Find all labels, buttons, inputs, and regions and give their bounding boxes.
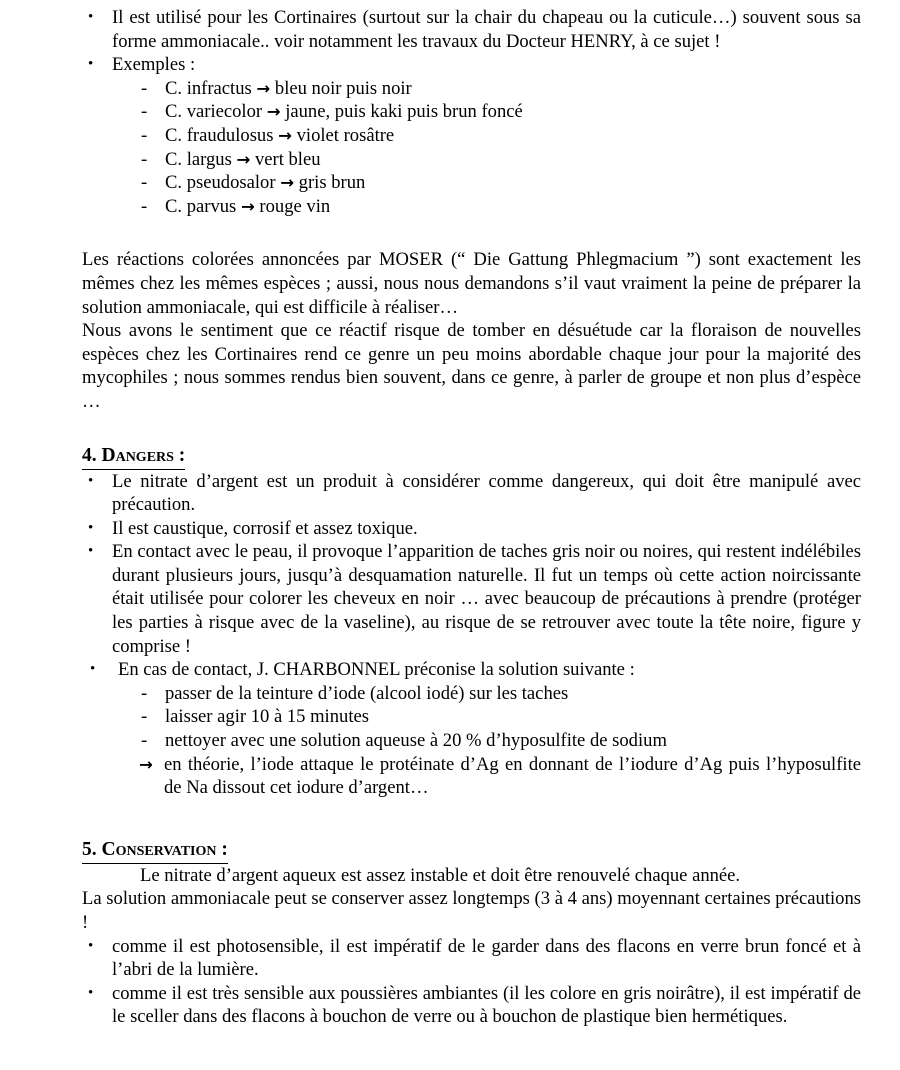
species-name: C. parvus [165, 195, 237, 217]
species-name: C. infractus [165, 77, 252, 99]
list-item-text: passer de la teinture d’iode (alcool iodé) sur les taches [165, 682, 569, 704]
list-item [82, 540, 861, 658]
dash-icon: - [141, 101, 148, 123]
list-item [82, 682, 861, 706]
species-result: bleu noir puis noir [274, 77, 412, 99]
spacer [82, 414, 861, 444]
species-result: rouge vin [259, 195, 331, 217]
list-item [82, 517, 861, 541]
list-item-text: En cas de contact, J. CHARBONNEL préconise la solution suivante : [118, 659, 635, 681]
species-result: vert bleu [254, 148, 321, 170]
dash-icon: - [141, 682, 148, 704]
list-item-text: En contact avec le peau, il provoque l’apparition de taches gris noir ou noires, qui restent indélébiles durant plusieurs jours, jusqu’à desquamation naturelle. Il fut un temps où cette action noircissante était utilisée pour colorer les cheveux en noir … avec beaucoup de précautions à prendre (protéger les parties à risque avec de la vaseline), au risque de se retrouver avec toute la tête noire, figure y comprise ! [112, 541, 861, 657]
list-item-text: nettoyer avec une solution aqueuse à 20 % d’hyposulfite de sodium [165, 730, 667, 752]
list-item [82, 148, 861, 172]
bullet-icon: • [88, 543, 94, 560]
dash-icon: - [141, 77, 148, 99]
dash-icon: - [141, 148, 148, 170]
dash-icon: - [141, 124, 148, 146]
section-heading-dangers [82, 444, 861, 470]
arrow-icon: → [236, 149, 251, 169]
bullet-icon: • [88, 9, 94, 25]
list-item [82, 195, 861, 219]
list-item [82, 53, 861, 77]
list-item-text: comme il est très sensible aux poussières ambiantes (il les colore en gris noirâtre), il est impératif de le sceller dans des flacons à bouchon de verre ou à bouchon de plastique bien hermétiques. [112, 982, 861, 1028]
list-item-text: Il est utilisé pour les Cortinaires (surtout sur la chair du chapeau ou la cuticule…) souvent sous sa forme ammoniacale.. voir notamment les travaux du Docteur HENRY, à ce sujet ! [112, 7, 861, 52]
list-item-text: Il est caustique, corrosif et assez toxique. [112, 517, 418, 539]
discussion-paragraph-2: Nous avons le sentiment que ce réactif risque de tomber en désuétude car la floraison de nouvelles espèces chez les Cortinaires rend ce genre un peu moins abordable chaque jour pour la majorité des mycophiles ; nous sommes rendus bien souvent, dans ce genre, à parler de groupe et non plus d’espèce … [82, 320, 861, 412]
list-item [82, 100, 861, 124]
section-heading-text: 5. Conservation : [82, 838, 228, 864]
species-result: gris brun [298, 172, 366, 194]
arrow-icon: → [280, 173, 295, 193]
arrow-icon: → [139, 754, 153, 774]
spacer [82, 800, 861, 838]
species-name: C. largus [165, 148, 232, 170]
list-item [82, 935, 861, 982]
discussion-paragraph-1: Les réactions colorées annoncées par MOSER (“ Die Gattung Phlegmacium ”) sont exactement les mêmes chez les mêmes espèces ; aussi, nous nous demandons s’il vaut vraiment la peine de préparer la solution ammoniacale, qui est difficile à réaliser… [82, 249, 861, 318]
bullet-icon: • [88, 519, 94, 536]
list-item [82, 124, 861, 148]
bullet-icon: • [88, 984, 94, 1001]
list-item-text: comme il est photosensible, il est impératif de le garder dans des flacons en verre brun foncé et à l’abri de la lumière. [112, 935, 861, 981]
species-name: C. pseudosalor [165, 172, 276, 194]
conservation-paragraph-2: La solution ammoniacale peut se conserver assez longtemps (3 à 4 ans) moyennant certaines précautions ! [82, 888, 861, 933]
list-item-text: Le nitrate d’argent est un produit à considérer comme dangereux, qui doit être manipulé avec précaution. [112, 470, 861, 516]
bullet-icon: • [88, 472, 94, 489]
list-item [82, 470, 861, 517]
list-item [82, 658, 861, 682]
dash-icon: - [141, 730, 148, 752]
spacer [82, 218, 861, 248]
conservation-bullet-list [82, 935, 861, 1029]
dash-icon: - [141, 195, 148, 217]
arrow-icon: → [266, 102, 281, 122]
theory-note-item [82, 753, 861, 800]
list-item [82, 171, 861, 195]
section-heading-text: 4. Dangers : [82, 444, 185, 470]
section-heading-conservation [82, 838, 861, 864]
first-aid-steps-list [82, 682, 861, 800]
dangers-bullet-list [82, 470, 861, 682]
examples-list [82, 77, 861, 219]
dash-icon: - [141, 172, 148, 194]
list-item [82, 705, 861, 729]
list-item-text: laisser agir 10 à 15 minutes [165, 706, 369, 728]
species-name: C. fraudulosus [165, 124, 274, 146]
conservation-paragraph-1: Le nitrate d’argent aqueux est assez instable et doit être renouvelé chaque année. [140, 864, 741, 886]
arrow-icon: → [256, 78, 271, 98]
species-result: violet rosâtre [296, 124, 395, 146]
intro-bullet-list [82, 6, 861, 77]
list-item [82, 77, 861, 101]
bullet-icon: • [88, 937, 94, 954]
bullet-icon: • [88, 56, 94, 73]
list-item [82, 729, 861, 753]
list-item-text: Exemples : [112, 54, 196, 76]
arrow-icon: → [240, 196, 255, 216]
list-item [82, 6, 861, 53]
species-result: jaune, puis kaki puis brun foncé [285, 101, 523, 123]
arrow-icon: → [278, 125, 292, 145]
dash-icon: - [141, 706, 148, 728]
bullet-icon: • [90, 661, 96, 678]
species-name: C. variecolor [165, 101, 263, 123]
theory-note-text: en théorie, l’iode attaque le protéinate d’Ag en donnant de l’iodure d’Ag puis l’hyposulfite de Na dissout cet iodure d’argent… [164, 753, 861, 799]
list-item [82, 982, 861, 1029]
